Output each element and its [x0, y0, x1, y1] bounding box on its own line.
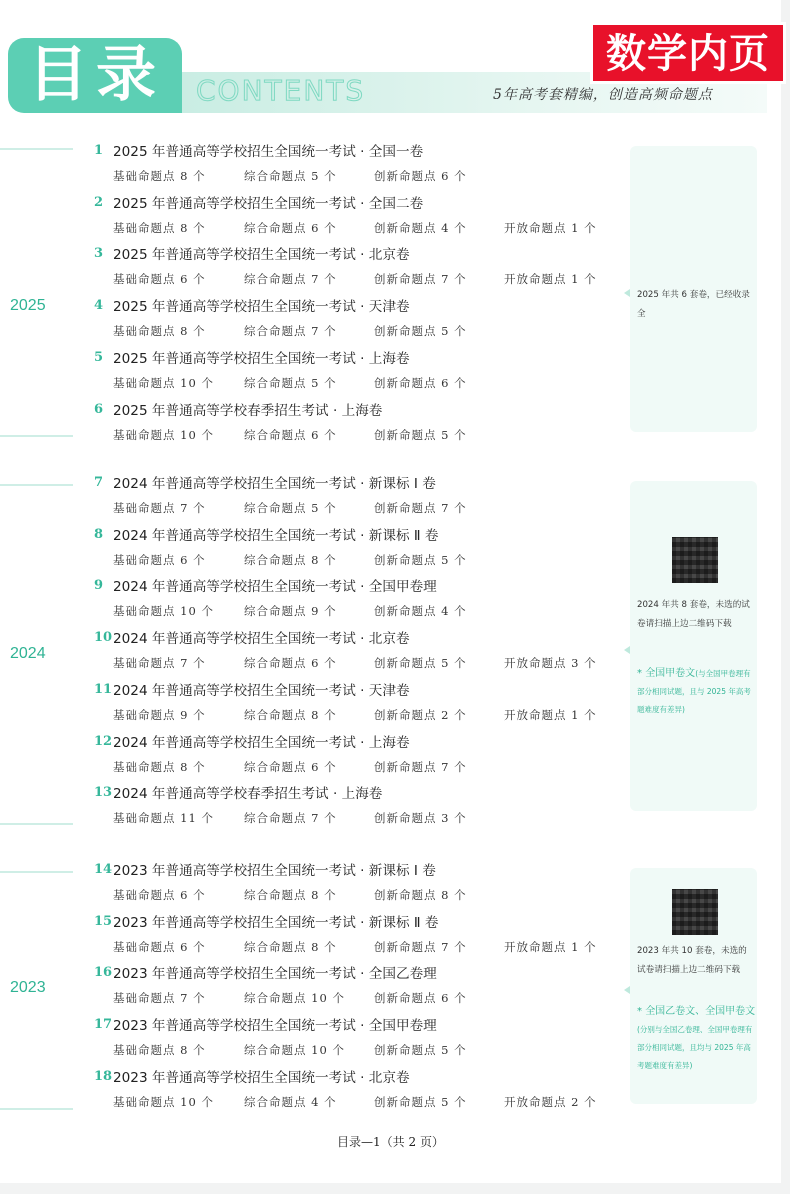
entry-title[interactable]: 2024 年普通高等学校招生全国统一考试 · 天津卷 [113, 682, 410, 699]
entry-title[interactable]: 2024 年普通高等学校春季招生考试 · 上海卷 [113, 786, 383, 803]
entry-stat: 创新命题点 6 个 [374, 375, 467, 390]
entry-stat: 基础命题点 9 个 [113, 707, 206, 722]
entry-title[interactable]: 2025 年普通高等学校招生全国统一考试 · 北京卷 [113, 247, 410, 264]
entry-number: 18 [94, 1068, 113, 1084]
entry-stat: 基础命题点 7 个 [113, 656, 206, 671]
entry-stat: 基础命题点 8 个 [113, 169, 206, 183]
entry-title[interactable]: 2025 年普通高等学校招生全国统一考试 · 天津卷 [113, 299, 410, 316]
entry-stat: 创新命题点 4 个 [374, 220, 467, 235]
side-note-highlight: * 全国乙卷文、全国甲卷文(分别与全国乙卷理、全国甲卷理有部分相同试题，且均与 2025 年高考题难度有差异) [637, 1006, 756, 1070]
entry-number: 7 [94, 475, 104, 490]
year-divider [0, 148, 73, 150]
entry-title[interactable]: 2023 年普通高等学校招生全国统一考试 · 北京卷 [113, 1069, 410, 1086]
side-note-main: 全国甲卷文 [645, 668, 696, 679]
entry-stat: 创新命题点 7 个 [374, 939, 467, 954]
entry-number: 12 [94, 733, 113, 749]
entry-stat: 基础命题点 11 个 [113, 811, 214, 826]
entry-stat: 综合命题点 8 个 [244, 939, 337, 954]
entry-stat: 综合命题点 5 个 [244, 169, 337, 183]
entry-stat: 基础命题点 7 个 [113, 991, 206, 1006]
entry-stat: 创新命题点 7 个 [374, 272, 467, 287]
entry-stat: 创新命题点 7 个 [374, 501, 467, 515]
entry-stat: 创新命题点 6 个 [374, 169, 467, 183]
entry-title[interactable]: 2023 年普通高等学校招生全国统一考试 · 新课标 Ⅱ 卷 [113, 914, 439, 931]
entry-number: 13 [94, 785, 113, 801]
entry-number: 17 [94, 1017, 113, 1033]
entry-number: 9 [94, 578, 104, 594]
slogan: 5年高考套精编，创造高频命题点 [493, 87, 713, 103]
entry-stat: 综合命题点 8 个 [244, 707, 337, 722]
entry-number: 15 [94, 913, 113, 929]
entry-title[interactable]: 2024 年普通高等学校招生全国统一考试 · 新课标 Ⅰ 卷 [113, 476, 436, 492]
contents-word: CONTENTS [196, 74, 366, 107]
entry-stat: 创新命题点 4 个 [374, 604, 467, 619]
entry-stat: 综合命题点 6 个 [244, 759, 337, 774]
entry-stat: 基础命题点 6 个 [113, 888, 206, 902]
entry-title[interactable]: 2023 年普通高等学校招生全国统一考试 · 新课标 Ⅰ 卷 [113, 863, 436, 879]
entry-stat: 开放命题点 1 个 [504, 220, 597, 235]
section-badge: 数学内页 [590, 22, 786, 84]
qr-code[interactable] [672, 889, 718, 935]
entry-title[interactable]: 2025 年普通高等学校春季招生考试 · 上海卷 [113, 402, 383, 419]
entry-stat: 创新命题点 5 个 [374, 324, 467, 339]
entry-stat: 综合命题点 7 个 [244, 324, 337, 339]
entry-stat: 创新命题点 5 个 [374, 552, 467, 567]
year-divider [0, 823, 73, 825]
year-divider [0, 1108, 73, 1110]
entry-number: 1 [94, 143, 104, 158]
entry-title[interactable]: 2024 年普通高等学校招生全国统一考试 · 上海卷 [113, 734, 410, 751]
side-note-main: 全国乙卷文、全国甲卷文 [645, 1006, 756, 1017]
entry-stat: 基础命题点 6 个 [113, 272, 206, 287]
year-divider [0, 484, 73, 486]
entry-stat: 创新命题点 5 个 [374, 427, 467, 442]
entry-number: 5 [94, 349, 104, 365]
entry-stat: 基础命题点 8 个 [113, 1043, 206, 1058]
entry-stat: 综合命题点 6 个 [244, 427, 337, 442]
qr-code[interactable] [672, 537, 718, 583]
entry-stat: 基础命题点 10 个 [113, 375, 214, 390]
entry-title[interactable]: 2024 年普通高等学校招生全国统一考试 · 全国甲卷理 [113, 579, 437, 596]
entry-stat: 创新命题点 3 个 [374, 811, 467, 826]
entry-stat: 开放命题点 2 个 [504, 1094, 597, 1109]
entry-stat: 综合命题点 9 个 [244, 604, 337, 619]
entry-title[interactable]: 2024 年普通高等学校招生全国统一考试 · 北京卷 [113, 631, 410, 648]
entry-stat: 基础命题点 10 个 [113, 427, 214, 442]
entry-stat: 基础命题点 8 个 [113, 759, 206, 774]
entry-number: 2 [94, 194, 104, 210]
entry-title[interactable]: 2025 年普通高等学校招生全国统一考试 · 上海卷 [113, 350, 410, 367]
entry-stat: 综合命题点 7 个 [244, 811, 337, 826]
entry-title[interactable]: 2025 年普通高等学校招生全国统一考试 · 全国一卷 [113, 144, 424, 160]
entry-stat: 创新命题点 6 个 [374, 991, 467, 1006]
entry-stat: 创新命题点 2 个 [374, 707, 467, 722]
side-note-text: 2024 年共 8 套卷，未选的试卷请扫描上边二维码下载 [637, 600, 750, 629]
panel-pointer [624, 986, 630, 994]
entry-title[interactable]: 2025 年普通高等学校招生全国统一考试 · 全国二卷 [113, 195, 424, 212]
side-note-detail: (分别与全国乙卷理、全国甲卷理有部分相同试题，且均与 2025 年高考题难度有差异) [637, 1025, 753, 1070]
entry-number: 3 [94, 246, 104, 262]
entry-stat: 开放命题点 1 个 [504, 707, 597, 722]
side-note-highlight: * 全国甲卷文(与全国甲卷理有部分相同试题，且与 2025 年高考题难度有差异) [637, 668, 751, 714]
entry-stat: 基础命题点 6 个 [113, 939, 206, 954]
entry-number: 11 [94, 681, 113, 697]
entry-stat: 综合命题点 6 个 [244, 220, 337, 235]
entry-stat: 开放命题点 1 个 [504, 939, 597, 954]
page-footer: 目录—1（共 2 页） [337, 1135, 444, 1149]
entry-stat: 综合命题点 5 个 [244, 375, 337, 390]
entry-stat: 创新命题点 5 个 [374, 1094, 467, 1109]
year-divider [0, 871, 73, 873]
side-panel [630, 481, 757, 811]
entry-stat: 综合命题点 8 个 [244, 888, 337, 902]
panel-pointer [624, 646, 630, 654]
entry-number: 8 [94, 526, 104, 542]
year-divider [0, 435, 73, 437]
entry-stat: 基础命题点 8 个 [113, 324, 206, 339]
year-label: 2025 [10, 297, 46, 314]
entry-stat: 综合命题点 6 个 [244, 656, 337, 671]
entry-stat: 基础命题点 10 个 [113, 604, 214, 619]
entry-stat: 创新命题点 5 个 [374, 656, 467, 671]
entry-number: 10 [94, 630, 113, 646]
entry-stat: 基础命题点 7 个 [113, 501, 206, 515]
page-title: 目录 [8, 38, 182, 113]
side-note-text: 2023 年共 10 套卷，未选的试卷请扫描上边二维码下载 [637, 946, 747, 975]
entry-number: 16 [94, 965, 113, 981]
entry-stat: 开放命题点 1 个 [504, 272, 597, 287]
entry-title[interactable]: 2023 年普通高等学校招生全国统一考试 · 全国甲卷理 [113, 1018, 437, 1035]
year-label: 2024 [10, 645, 46, 662]
entry-number: 6 [94, 401, 104, 417]
panel-pointer [624, 289, 630, 297]
side-note-detail: (与全国甲卷理有部分相同试题，且与 2025 年高考题难度有差异) [637, 669, 751, 714]
side-note-text: 2025 年共 6 套卷，已经收录全 [637, 290, 750, 319]
entry-number: 14 [94, 862, 113, 877]
entry-stat: 基础命题点 8 个 [113, 220, 206, 235]
entry-stat: 综合命题点 10 个 [244, 1043, 345, 1058]
entry-stat: 创新命题点 8 个 [374, 888, 467, 902]
entry-stat: 综合命题点 10 个 [244, 991, 345, 1006]
entry-stat: 创新命题点 7 个 [374, 759, 467, 774]
entry-stat: 开放命题点 3 个 [504, 656, 597, 671]
entry-stat: 综合命题点 8 个 [244, 552, 337, 567]
entry-stat: 基础命题点 6 个 [113, 552, 206, 567]
entry-stat: 基础命题点 10 个 [113, 1094, 214, 1109]
entry-stat: 创新命题点 5 个 [374, 1043, 467, 1058]
entry-stat: 综合命题点 5 个 [244, 501, 337, 515]
year-label: 2023 [10, 979, 46, 996]
entry-title[interactable]: 2023 年普通高等学校招生全国统一考试 · 全国乙卷理 [113, 966, 437, 983]
entry-stat: 综合命题点 7 个 [244, 272, 337, 287]
entry-title[interactable]: 2024 年普通高等学校招生全国统一考试 · 新课标 Ⅱ 卷 [113, 527, 439, 544]
entry-stat: 综合命题点 4 个 [244, 1094, 337, 1109]
entry-number: 4 [94, 298, 104, 314]
